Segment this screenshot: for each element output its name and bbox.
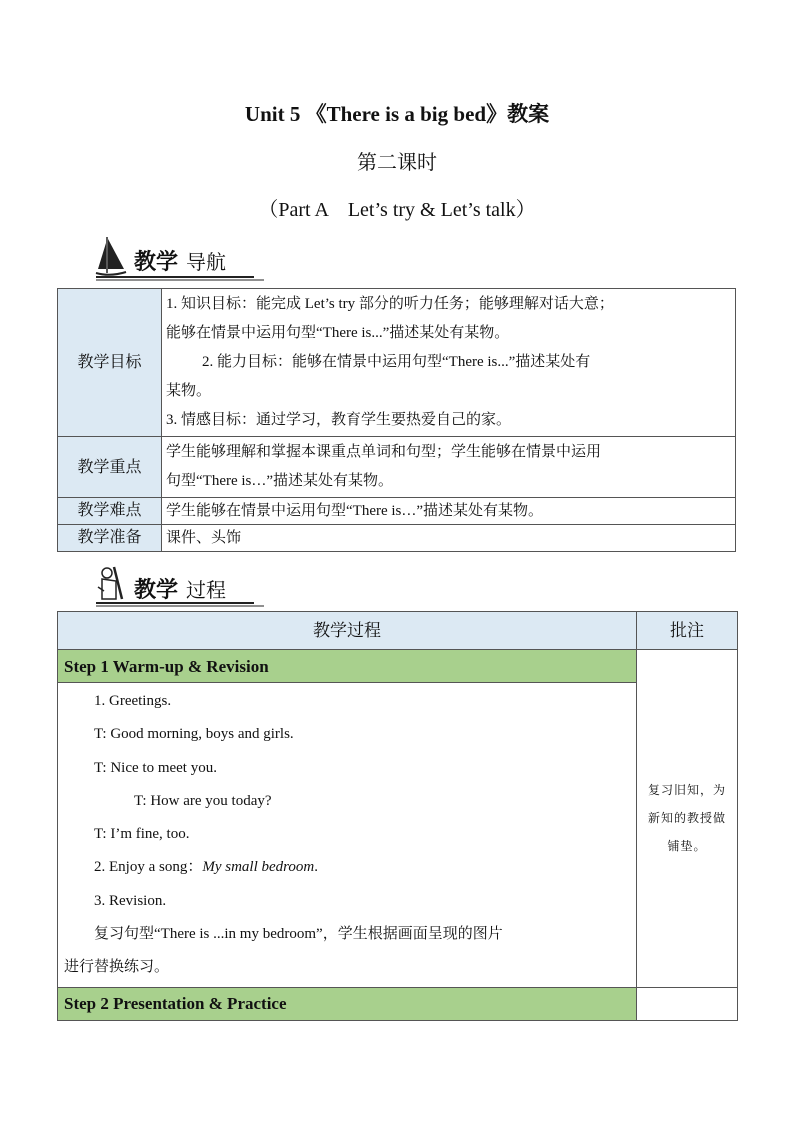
text-line: T: How are you today? <box>134 792 272 809</box>
table-row <box>58 987 738 1020</box>
sailboat-icon <box>94 233 264 283</box>
section-banner-process <box>94 561 264 611</box>
step-1-content <box>58 683 637 988</box>
song-title: My small bedroom <box>202 859 315 876</box>
table-header-row <box>58 612 738 650</box>
table-row <box>58 498 736 525</box>
page-title: Unit 5 《There is a big bed》教案 <box>244 102 550 126</box>
svg-text:教学: 教学 <box>134 578 179 603</box>
text-line: T: I’m fine, too. <box>94 826 190 843</box>
row-label: 教学重点 <box>58 437 162 498</box>
row-content <box>162 437 736 498</box>
text-line: 进行替换练习。 <box>64 959 170 976</box>
process-table <box>57 611 738 1021</box>
text-line: 1. 知识目标：能完成 Let’s try 部分的听力任务；能够理解对话大意； <box>166 296 614 312</box>
row-content <box>162 289 736 437</box>
lesson-period: 第二课时 <box>357 152 437 174</box>
column-header-notes: 批注 <box>637 612 738 650</box>
text-line: 课件、头饰 <box>166 530 242 546</box>
step-1-heading: Step 1 Warm-up & Revision <box>58 650 637 683</box>
note-text: 复习旧知，为新知的教授做铺垫。 <box>647 783 726 854</box>
svg-text:导航: 导航 <box>186 250 226 274</box>
text-line: 某物。 <box>166 383 212 399</box>
lesson-part: （Part A Let’s try & Let’s talk） <box>258 199 536 221</box>
table-row <box>58 683 738 988</box>
table-row <box>58 289 736 437</box>
song-label: 2. Enjoy a song： <box>94 859 203 876</box>
svg-text:过程: 过程 <box>186 578 226 602</box>
text-line: T: Good morning, boys and girls. <box>94 726 294 743</box>
text-line: 学生能够在情景中运用句型“There is…”描述某处有某物。 <box>166 503 544 519</box>
text-line: 复习句型“There is ...in my bedroom”，学生根据画面呈现的图片 <box>94 926 503 943</box>
banner-text-navigation-1: 教学 <box>134 250 179 275</box>
overview-table <box>57 288 736 552</box>
row-label: 教学目标 <box>58 289 162 437</box>
row-label: 教学准备 <box>58 525 162 552</box>
section-banner-navigation <box>94 233 264 283</box>
step-2-heading: Step 2 Presentation & Practice <box>58 987 637 1020</box>
text-line: 学生能够理解和掌握本课重点单词和句型；学生能够在情景中运用 <box>166 444 602 460</box>
text-line <box>64 851 630 884</box>
text-line: 1. Greetings. <box>94 693 172 709</box>
text-line: 3. Revision. <box>94 892 167 909</box>
text-line: 句型“There is…”描述某处有某物。 <box>166 473 394 489</box>
table-row <box>58 437 736 498</box>
pencil-figure-icon <box>94 561 264 611</box>
empty-note-cell <box>637 987 738 1020</box>
text-line: 3. 情感目标：通过学习，教育学生要热爱自己的家。 <box>166 412 512 428</box>
punctuation: . <box>314 859 319 876</box>
table-row <box>58 525 736 552</box>
row-content <box>162 498 736 525</box>
text-line: T: Nice to meet you. <box>94 759 217 776</box>
column-header-process: 教学过程 <box>58 612 637 650</box>
text-line: 2. 能力目标：能够在情景中运用句型“There is...”描述某处有 <box>202 354 591 370</box>
teacher-note <box>637 650 738 988</box>
text-line: 能够在情景中运用句型“There is...”描述某处有某物。 <box>166 325 510 341</box>
row-content <box>162 525 736 552</box>
row-label: 教学难点 <box>58 498 162 525</box>
table-row <box>58 650 738 683</box>
